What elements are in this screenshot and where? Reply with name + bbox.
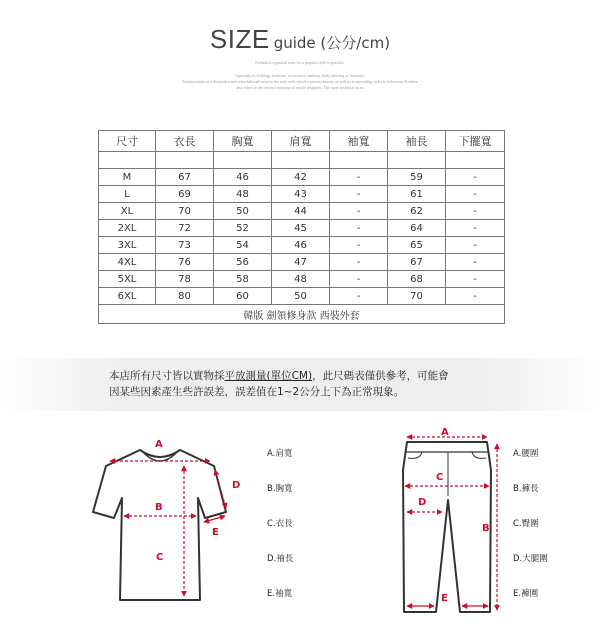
column-header: 袖寬 [330,131,388,152]
table-cell: L [99,186,156,203]
table-cell: 46 [214,169,272,186]
pants-legend-item: C.臀圍 [513,519,539,529]
table-cell: 43 [272,186,330,203]
table-cell: 62 [388,203,446,220]
column-header: 衣長 [156,131,214,152]
table-cell: - [446,254,505,271]
table-cell: - [330,271,388,288]
table-cell: - [330,237,388,254]
pants-letter-d: D [418,497,427,508]
table-cell: 46 [272,237,330,254]
table-cell: 44 [272,203,330,220]
table-cell: 2XL [99,220,156,237]
table-cell: 5XL [99,271,156,288]
table-cell: 6XL [99,288,156,305]
table-cell: 48 [214,186,272,203]
shirt-legend-item: D.袖長 [267,554,294,564]
shirt-legend-item: B.胸寬 [267,484,293,494]
table-cell: - [446,186,505,203]
tagline-line: Fashion refers to a distinctive and often habitual trend in the style with which a person dresses, as well as to prevailing styles in behaviour. Fashion [182,79,418,84]
table-cell: 73 [156,237,214,254]
pants-letter-a: A [441,427,449,438]
column-header: 下擺寬 [446,131,505,152]
shirt-letter-b: B [155,502,163,513]
pants-legend-item: E.褲圍 [513,589,539,599]
table-cell: - [446,288,505,305]
column-header: 尺寸 [99,131,156,152]
pants-letter-e: E [441,593,448,604]
table-cell: - [446,169,505,186]
table-cell: XL [99,203,156,220]
column-header: 袖長 [388,131,446,152]
shirt-letter-d: D [232,480,241,491]
pants-legend-item: D.大腿圍 [513,554,548,564]
table-cell: 65 [388,237,446,254]
tagline-line: also refers to the newest creations of textile designers. The more technical term, [236,85,364,90]
shirt-legend-item: E.袖寬 [267,589,293,599]
table-cell: 76 [156,254,214,271]
table-cell: 54 [214,237,272,254]
tagline-line: especially in clothing, footwear, accessories, makeup, body piercing or furniture. [235,73,365,78]
table-cell: 61 [388,186,446,203]
table-cell: 56 [214,254,272,271]
shirt-legend-item: C.衣長 [267,519,293,529]
table-cell: 70 [388,288,446,305]
notice-text-part: 本店所有尺寸皆以實物採 [109,370,225,382]
column-header: 胸寬 [214,131,272,152]
table-cell: 64 [388,220,446,237]
table-cell: 3XL [99,237,156,254]
table-cell: 69 [156,186,214,203]
table-cell: 58 [214,271,272,288]
title-main: SIZE [209,24,270,54]
tagline-line: Fashion is a general term for a popular style or practice, [255,60,345,65]
column-header: 肩寬 [272,131,330,152]
table-cell: - [330,220,388,237]
table-cell: - [330,288,388,305]
pants-letter-c: C [436,472,444,483]
tshirt-diagram [93,450,226,600]
table-cell: 72 [156,220,214,237]
pants-legend-item: B.褲長 [513,484,539,494]
notice-underlined: 平放測量(單位CM) [224,370,313,382]
table-cell: 42 [272,169,330,186]
table-cell: 59 [388,169,446,186]
table-cell: 60 [214,288,272,305]
shirt-letter-a: A [155,439,163,450]
table-cell: - [330,254,388,271]
shirt-legend-item: A.肩寬 [267,449,293,459]
table-cell: 78 [156,271,214,288]
table-cell: - [446,203,505,220]
table-cell: 80 [156,288,214,305]
table-cell: - [446,271,505,288]
table-cell: 50 [272,288,330,305]
table-cell: - [446,237,505,254]
table-cell: 4XL [99,254,156,271]
table-cell: 67 [388,254,446,271]
pants-legend-item: A.腰圍 [513,449,539,459]
table-cell: 50 [214,203,272,220]
notice-text-part: ，此尺碼表僅供參考，可能會 [312,370,449,382]
table-cell: 48 [272,271,330,288]
table-cell: - [330,203,388,220]
pants-outline [403,442,491,612]
table-cell: 67 [156,169,214,186]
pants-letter-b: B [482,523,490,534]
table-cell: - [330,186,388,203]
shirt-letter-e: E [212,527,219,538]
table-cell: 52 [214,220,272,237]
shirt-letter-c: C [156,552,164,563]
table-cell: 70 [156,203,214,220]
table-footer: 韓版 劍領修身款 西裝外套 [99,305,505,324]
table-cell: - [446,220,505,237]
title-sub: guide (公分/cm) [273,34,391,52]
table-cell: - [330,169,388,186]
tshirt-outline [93,450,226,600]
table-cell: 47 [272,254,330,271]
notice-text-line2: 因某些因素產生些許誤差，誤差值在1~2公分上下為正常現象。 [109,386,405,398]
table-cell: 45 [272,220,330,237]
table-cell: 68 [388,271,446,288]
table-cell: M [99,169,156,186]
